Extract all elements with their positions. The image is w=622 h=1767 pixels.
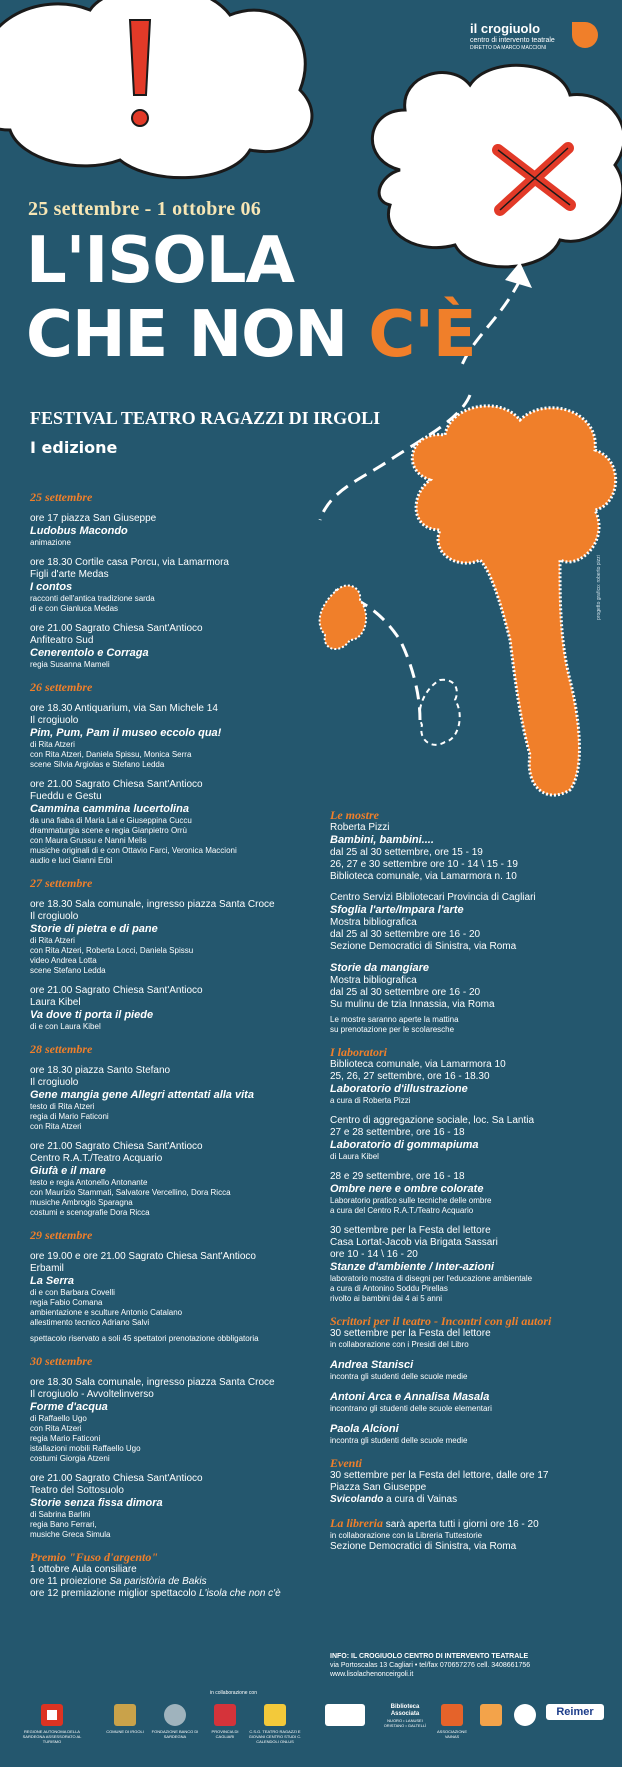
day-block: 27 settembre ore 18.30 Sala comunale, ingresso piazza Santa Croce Il crogiuolo Storie di pietra e di pane di Rita Atzeri con Rita Atzeri, Roberta Locci, Daniela Spissu video Andrea Lotta scene Stefano Ledda ore 21.00 Sagrato Chiesa Sant'Antioco Laura Kibel Va dove ti porta il piede di e con Laura Kibel xyxy=(30,876,320,1032)
sponsor-logo xyxy=(476,1704,506,1729)
day-block: 25 settembre ore 17 piazza San Giuseppe Ludobus Macondo animazione ore 18.30 Cortile casa Porcu, via Lamarmora Figli d'arte Medas I contos racconti dell'antica tradizione sarda di e con Gianluca Medas ore 21.00 Sagrato Chiesa Sant'Antioco Anfiteatro Sud Cenerentolo e Corraga regia Susanna Mameli xyxy=(30,490,320,670)
sponsor-logo: Reimer xyxy=(546,1704,604,1720)
shop-icon xyxy=(480,1704,502,1726)
sardinia-flag-icon xyxy=(41,1704,63,1726)
sponsor-logo: COMUNE DI IRGOLI xyxy=(100,1704,150,1734)
event: ore 18.30 Cortile casa Porcu, via Lamarmora Figli d'arte Medas I contos racconti dell'antica tradizione sarda di e con Gianluca Medas xyxy=(30,557,229,613)
sponsor-logo: REGIONE AUTONOMA DELLA SARDEGNA ASSESSORATO AL TURISMO xyxy=(22,1704,82,1744)
title-line-2: CHE NON C'È xyxy=(26,298,476,372)
outline-island-icon xyxy=(420,680,460,745)
sponsor-logo: Biblioteca Associata NUORO • LANUSEI ORISTANO • GALTELLÌ xyxy=(383,1704,427,1728)
event: ore 17 piazza San Giuseppe Ludobus Macondo animazione xyxy=(30,513,157,547)
award-block: Premio "Fuso d'argento" 1 ottobre Aula consiliare ore 11 proiezione Sa paristòria de Bakis ore 12 premiazione miglior spettacolo L'isola che non c'è xyxy=(30,1550,281,1599)
sponsor-logo: FONDAZIONE BANCO DI SARDEGNA xyxy=(150,1704,200,1739)
writers-section: Scrittori per il teatro - Incontri con gli autori 30 settembre per la Festa del lettore in collaborazione con i Presidi del Libro Andrea Stanisci incontra gli studenti delle scuole medie Antoni Arca e Annalisa Masala incontrano gli studenti delle scuole elementari Paola Alcioni incontra gli studenti delle scuole medie xyxy=(330,1314,552,1445)
event: ore 21.00 Sagrato Chiesa Sant'Antioco Fueddu e Gestu Cammina cammina lucertolina da una fiaba di Maria Lai e Giuseppina Cuccu drammaturgia scene e regia Gianpietro Orrù con Maura Grussu e Nanni Melis musiche originali di e con Ottavio Farci, Veronica Maccioni audio e luci Gianni Erbì xyxy=(30,779,237,865)
bookshop-section: La libreria sarà aperta tutti i giorni ore 16 - 20 in collaborazione con la Libreria Tuttestorie Sezione Democratici di Sinistra, via Roma xyxy=(330,1516,539,1552)
festival-dates: 25 settembre - 1 ottobre 06 xyxy=(28,198,261,220)
sponsor-logo: PROVINCIA DI CAGLIARI xyxy=(205,1704,245,1739)
sponsor-logo: C.S.G. TEATRO RAGAZZI E GIOVANI CENTRO STUDI C. CALENDOLI ONLUS xyxy=(245,1704,305,1744)
event: ore 18.30 piazza Santo Stefano Il crogiuolo Gene mangia gene Allegri attentati alla vita testo di Rita Atzeri regia di Mario Faticoni con Rita Atzeri xyxy=(30,1065,254,1131)
event: ore 21.00 Sagrato Chiesa Sant'Antioco Laura Kibel Va dove ti porta il piede di e con Laura Kibel xyxy=(30,985,203,1031)
design-credit: progetto grafico: roberto pizzi xyxy=(596,555,602,620)
foundation-icon xyxy=(164,1704,186,1726)
exclamation-icon xyxy=(130,20,150,95)
event: ore 21.00 Sagrato Chiesa Sant'Antioco Teatro del Sottosuolo Storie senza fissa dimora di Sabrina Barlini regia Bano Ferrari, musiche Greca Simula xyxy=(30,1473,203,1539)
crest-icon xyxy=(114,1704,136,1726)
csg-icon xyxy=(264,1704,286,1726)
edition: I edizione xyxy=(30,438,118,457)
day-block: 29 settembre ore 19.00 e ore 21.00 Sagrato Chiesa Sant'Antioco Erbamil La Serra di e con Barbara Covelli regia Fabio Comana ambientazione e sculture Antonio Catalano allestimento tecnico Adriano Salvi spettacolo riservato a soli 45 spettatori prenotazione obbligatoria xyxy=(30,1228,320,1344)
event: ore 19.00 e ore 21.00 Sagrato Chiesa Sant'Antioco Erbamil La Serra di e con Barbara Covelli regia Fabio Comana ambientazione e sculture Antonio Catalano allestimento tecnico Adriano Salvi spettacolo riservato a soli 45 spettatori prenotazione obbligatoria xyxy=(30,1251,259,1343)
event: ore 18.30 Sala comunale, ingresso piazza Santa Croce Il crogiuolo Storie di pietra e di pane di Rita Atzeri con Rita Atzeri, Roberta Locci, Daniela Spissu video Andrea Lotta scene Stefano Ledda xyxy=(30,899,275,975)
sponsor-logo xyxy=(323,1704,367,1729)
workshops-section: I laboratori Biblioteca comunale, via Lamarmora 10 25, 26, 27 settembre, ore 16 - 18.30 Laboratorio d'illustrazione a cura di Roberta Pizzi Centro di aggregazione sociale, loc. Sa Lantia 27 e 28 settembre, ore 16 - 18 Laboratorio di gommapiuma di Laura Kibel 28 e 29 settembre, ore 16 - 18 Ombre nere e ombre colorate Laboratorio pratico sulle tecniche delle ombre a cura del Centro R.A.T./Teatro Acquario 30 settembre per la Festa del lettore Casa Lortat-Jacob via Brigata Sassari ore 10 - 14 \ 16 - 20 Stanze d'ambiente / Inter-azioni laboratorio mostra di disegni per l'educazione ambientale a cura di Antonino Soddu Pirellas rivolto ai bambini dai 4 ai 5 anni xyxy=(330,1045,535,1303)
province-icon xyxy=(214,1704,236,1726)
event: ore 21.00 Sagrato Chiesa Sant'Antioco Centro R.A.T./Teatro Acquario Giufà e il mare testo e regia Antonello Antonante con Maurizio Stammati, Salvatore Vercellino, Dora Ricca musiche Ambrogio Sparagna costumi e scenografie Dora Ricca xyxy=(30,1141,231,1217)
exhibitions-section: Le mostre Roberta Pizzi Bambini, bambini.... dal 25 al 30 settembre, ore 15 - 19 26, 27 e 30 settembre ore 10 - 14 \ 15 - 19 Biblioteca comunale, via Lamarmora n. 10 Centro Servizi Bibliotecari Provincia di Cagliari Sfoglia l'arte/Impara l'arte Mostra bibliografica dal 25 al 30 settembre ore 16 - 20 Sezione Democratici di Sinistra, via Roma Storie da mangiare Mostra bibliografica dal 25 al 30 settembre ore 16 - 20 Su mulinu de tzia Innassia, via Roma Le mostre saranno aperte la mattina su prenotazione per le scolaresche xyxy=(330,808,536,1034)
collaboration-label: in collaborazione con xyxy=(210,1690,257,1696)
bookshop-icon xyxy=(441,1704,463,1726)
small-island-icon xyxy=(320,585,366,649)
orange-cloud-icon xyxy=(412,406,615,795)
title-line-1: L'ISOLA xyxy=(26,224,294,298)
sponsor-logo: ASSOCIAZIONE VAINAS xyxy=(432,1704,472,1739)
books-icon xyxy=(325,1704,365,1726)
cloud-right-icon xyxy=(372,65,622,267)
info-block: INFO: IL CROGIUOLO CENTRO DI INTERVENTO TEATRALE via Portoscalas 13 Cagliari • tel/fax 070657276 cell. 3408661756 www.lisolachenonceirgoli.it xyxy=(330,1653,531,1678)
sponsor-logos xyxy=(0,1682,622,1767)
events-section: Eventi 30 settembre per la Festa del lettore, dalle ore 17 Piazza San Giuseppe Svicolando a cura di Vainas xyxy=(330,1456,549,1505)
event: ore 21.00 Sagrato Chiesa Sant'Antioco Anfiteatro Sud Cenerentolo e Corraga regia Susanna Mameli xyxy=(30,623,203,669)
day-block: 30 settembre ore 18.30 Sala comunale, ingresso piazza Santa Croce Il crogiuolo - Avvoltelinverso Forme d'acqua di Raffaello Ugo con Rita Atzeri regia Mario Faticoni istallazioni mobili Raffaello Ugo costumi Giorgia Atzeni ore 21.00 Sagrato Chiesa Sant'Antioco Teatro del Sottosuolo Storie senza fissa dimora di Sabrina Barlini regia Bano Ferrari, musiche Greca Simula xyxy=(30,1354,320,1540)
circle-logo-icon xyxy=(514,1704,536,1726)
event: ore 18.30 Sala comunale, ingresso piazza Santa Croce Il crogiuolo - Avvoltelinverso Forme d'acqua di Raffaello Ugo con Rita Atzeri regia Mario Faticoni istallazioni mobili Raffaello Ugo costumi Giorgia Atzeni xyxy=(30,1377,275,1463)
event: ore 18.30 Antiquarium, via San Michele 14 Il crogiuolo Pim, Pum, Pam il museo eccolo qua! di Rita Atzeri con Rita Atzeri, Daniela Spissu, Monica Serra scene Silvia Argiolas e Stefano Ledda xyxy=(30,703,222,769)
program-right xyxy=(330,808,610,1563)
organizer-logo: il crogiuolo centro di intervento teatrale DIRETTO DA MARCO MACCIONI xyxy=(470,21,555,51)
program-left xyxy=(30,490,320,1610)
day-block: 26 settembre ore 18.30 Antiquarium, via San Michele 14 Il crogiuolo Pim, Pum, Pam il museo eccolo qua! di Rita Atzeri con Rita Atzeri, Daniela Spissu, Monica Serra scene Silvia Argiolas e Stefano Ledda ore 21.00 Sagrato Chiesa Sant'Antioco Fueddu e Gestu Cammina cammina lucertolina da una fiaba di Maria Lai e Giuseppina Cuccu drammaturgia scene e regia Gianpietro Orrù con Maura Grussu e Nanni Melis musiche originali di e con Ottavio Farci, Veronica Maccioni audio e luci Gianni Erbì xyxy=(30,680,320,866)
sponsor-logo xyxy=(510,1704,540,1729)
cloud-left-icon xyxy=(0,0,312,178)
day-block: 28 settembre ore 18.30 piazza Santo Stefano Il crogiuolo Gene mangia gene Allegri attentati alla vita testo di Rita Atzeri regia di Mario Faticoni con Rita Atzeri ore 21.00 Sagrato Chiesa Sant'Antioco Centro R.A.T./Teatro Acquario Giufà e il mare testo e regia Antonello Antonante con Maurizio Stammati, Salvatore Vercellino, Dora Ricca musiche Ambrogio Sparagna costumi e scenografie Dora Ricca xyxy=(30,1042,320,1218)
festival-subtitle: FESTIVAL TEATRO RAGAZZI DI IRGOLI xyxy=(30,408,381,428)
